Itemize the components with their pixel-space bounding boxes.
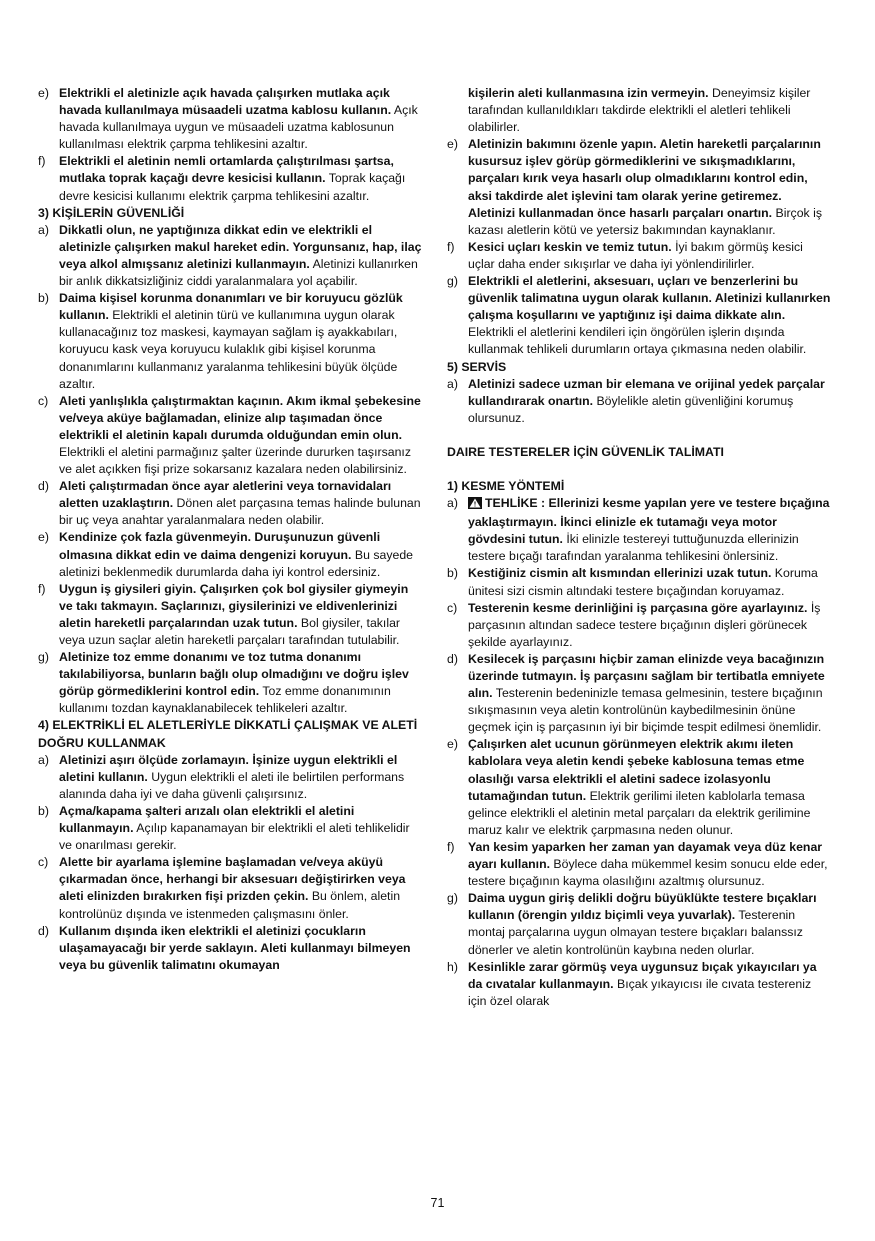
item-text: Elektrikli el aletini parmağınız şalter üzerinde dururken taşırsanız ve alet açıkken fişi prize sokarsanız kazalara neden olabilirsiniz. — [59, 444, 411, 477]
item-label: d) — [447, 651, 458, 666]
list-item — [38, 581, 422, 649]
item-label: c) — [38, 855, 49, 870]
item-bold-text: Aleti çalıştırmadan önce ayar aletlerini veya tornavidaları aletten uzaklaştırın. — [59, 479, 392, 511]
section-heading: 4) ELEKTRİKLİ EL ALETLERİYLE DİKKATLİ ÇALIŞMAK VE ALETİ DOĞRU KULLANMAK — [38, 718, 418, 750]
item-label: h) — [447, 959, 458, 974]
item-text: Testerenin montaj parçalarına uygun olmayan testere bıçakları balanssız dönerler ve aletin kontrolünün kaybına neden olurlar. — [468, 908, 803, 957]
item-label: a) — [38, 222, 49, 237]
item-label: f) — [447, 839, 455, 854]
list-item — [38, 478, 422, 529]
list-item — [38, 393, 422, 478]
item-label: c) — [38, 393, 49, 408]
list-item — [38, 752, 422, 803]
item-text: Testerenin bedeninizle temasa gelmesinin, testere bıçağının sıkışmasının veya aletin kontrolünün kaybedilmesinin önüne geçmek için iş parçasının iyi bir biçimde tespit edilmesi önemlidir. — [468, 686, 823, 735]
item-bold-text: TEHLİKE : Ellerinizi kesme yapılan yere ve testere bıçağına yaklaştırmayın. İkinci elinizle ek tutamağı veya motor gövdesini tutun. — [468, 496, 830, 547]
list-item — [38, 854, 422, 922]
item-label: b) — [38, 291, 49, 306]
list-item — [447, 890, 831, 958]
item-text: Koruma ünitesi sizi cismin altındaki testere bıçağından koruyamaz. — [468, 566, 818, 598]
list-item — [447, 136, 831, 239]
item-label: f) — [447, 239, 455, 254]
item-label: d) — [38, 923, 49, 938]
item-bold-text: kişilerin aleti kullanmasına izin vermeyin. — [468, 86, 709, 100]
list-item — [447, 651, 831, 736]
left-column — [38, 85, 422, 974]
item-text: Bu önlem, aletin kontrolünüz dışında ve istenmeden çalışmasını önler. — [59, 889, 401, 921]
list-item — [38, 222, 422, 290]
item-label: a) — [447, 376, 458, 391]
item-text: Bu sayede aletinizi beklenmedik durumlarda daha iyi kontrol edersiniz. — [59, 547, 414, 579]
list-item — [38, 923, 422, 974]
item-bold-text: Aletinizi aşırı ölçüde zorlamayın. İşinize uygun elektrikli el aletini kullanın. — [59, 752, 398, 784]
item-bold-text: Kendinize çok fazla güvenmeyin. Duruşunuzun güvenli olmasına dikkat edin ve daima dengenizi koruyun. — [59, 530, 381, 562]
item-bold-text: Dikkatli olun, ne yaptığınıza dikkat edin ve elektrikli el aletinizle çalışırken makul hareket edin. Yorgunsanız, hap, ilaç veya alkol almışsanız aletinizi kullanmayın. — [59, 222, 422, 271]
item-text: İki elinizle testereyi tuttuğunuzda ellerinizin testere bıçağı tarafından yaralanma tehlikesini önlersiniz. — [468, 532, 799, 564]
item-text: Açık havada kullanılmaya uygun ve müsaadeli uzatma kablosunun kullanılması elektrik çarpma tehlikesini azaltır. — [59, 103, 418, 152]
item-text: Toprak kaçağı devre kesicisi kullanımı elektrik çarpma tehlikesini azaltır. — [59, 171, 406, 203]
item-bold-text: Kesilecek iş parçasını hiçbir zaman elinizde veya bacağınızın üzerinde tutmayın. İş parçasını sağlam bir tertibatla emniyete alın. — [468, 651, 825, 701]
item-bold-text: Elektrikli el aletinizle açık havada çalışırken mutlaka açık havada kullanılmaya müsaadeli uzatma kablosu kullanın. — [59, 86, 392, 118]
spacer — [447, 461, 831, 478]
item-label: e) — [38, 530, 49, 545]
list-item — [447, 495, 831, 565]
item-label: a) — [38, 752, 49, 767]
list-item — [38, 290, 422, 393]
item-text: Toz emme donanımının kullanımı tozdan kaynaklanabilecek tehlikeleri azaltır. — [59, 684, 391, 716]
spacer — [447, 427, 831, 444]
section-heading: 3) KİŞİLERİN GÜVENLİĞİ — [38, 205, 185, 220]
list-item — [38, 153, 422, 204]
page-number: 71 — [430, 1196, 445, 1210]
item-label: e) — [38, 86, 49, 100]
item-bold-text: Alette bir ayarlama işlemine başlamadan ve/veya aküyü çıkarmadan önce, herhangi bir aksesuarı değiştirirken veya aleti elinizden bırakırken fişi prizden çekin. — [59, 855, 406, 904]
section-heading: 5) SERVİS — [447, 359, 507, 374]
list-item — [38, 649, 422, 717]
item-text: Elektrikli el aletinin türü ve kullanımına uygun olarak kullanacağınız toz maskesi, kaymayan sağlam iş ayakkabıları, koruyucu kask veya koruyucu kulaklık gibi kişisel korunma donanımlarını kullanmanız yaralanma tehlikesini büyük ölçüde azaltır. — [59, 308, 398, 391]
item-text: Böylece daha mükemmel kesim sonucu elde eder, testere bıçağının kayma olasılığını azaltmış olursunuz. — [468, 857, 828, 889]
item-bold-text: Uygun iş giysileri giyin. Çalışırken çok bol giysiler giymeyin ve takı takmayın. Saçlarınızı, giysilerinizi ve eldivenlerinizi aletin hareketli parçalarından uzak tutun. — [59, 581, 409, 630]
item-bold-text: Kestiğiniz cismin alt kısmından ellerinizi uzak tutun. — [468, 566, 772, 581]
item-label: d) — [38, 479, 49, 494]
item-label: f) — [38, 154, 46, 169]
item-label: a) — [447, 496, 458, 511]
item-label: b) — [447, 566, 458, 581]
item-label: g) — [447, 274, 458, 289]
item-text: Dönen alet parçasına temas halinde bulunan bir uç veya anahtar yaralanmalara neden olabilir. — [59, 496, 421, 528]
item-label: g) — [38, 650, 49, 665]
list-item — [447, 376, 831, 427]
item-text: Uygun elektrikli el aleti ile belirtilen performans alanında daha iyi ve daha güvenli çalışırsınız. — [59, 769, 405, 801]
item-text: Elektrik gerilimi ileten kablolarla temasa gelince elektrikli el aletinin metal parçaları da elektrik gerilimine maruz kalır ve elektrik çarpmasına neden olunur. — [468, 788, 811, 837]
list-item — [38, 529, 422, 580]
item-bold-text: Elektrikli el aletlerini, aksesuarı, uçları ve benzerlerini bu güvenlik talimatına uygun olarak kullanın. Aletinizi kullanırken çalışma koşullarını ve yaptığınız işi daima dikkate alın. — [468, 274, 831, 323]
item-text: Açılıp kapanamayan bir elektrikli el aleti tehlikelidir ve onarılması gerekir. — [59, 821, 410, 853]
item-text: Bıçak yıkayıcısı ile cıvata testereniz için özel olarak — [468, 976, 812, 1008]
page-title: DAIRE TESTERELER İÇİN GÜVENLİK TALİMATI — [447, 444, 724, 459]
item-text: Deneyimsiz kişiler tarafından kullanıldıkları takdirde elektrikli el aletleri tehlikeli olabilirler. — [468, 86, 811, 135]
item-text: Bol giysiler, takılar veya uzun saçlar aletin hareketli parçaları tarafından tutulabilir. — [59, 615, 401, 647]
item-bold-text: Testerenin kesme derinliğini iş parçasına göre ayarlayınız. — [468, 600, 808, 615]
item-text: İş parçasının altından sadece testere bıçağının dişleri görünecek şekilde ayarlayınız. — [468, 600, 821, 649]
item-text: Böylelikle aletin güvenliğini korumuş olursunuz. — [468, 393, 794, 425]
item-bold-text: Daima kişisel korunma donanımları ve bir koruyucu gözlük kullanın. — [59, 291, 403, 323]
item-bold-text: Daima uygun giriş delikli doğru büyüklükte testere bıçakları kullanın (örengin yıldız biçimli veya yuvarlak). — [468, 891, 817, 923]
list-item — [447, 565, 831, 599]
item-bold-text: Kesici uçları keskin ve temiz tutun. — [468, 239, 672, 254]
item-bold-text: Kesinlikle zarar görmüş veya uygunsuz bıçak yıkayıcıları ya da cıvatalar kullanmayın. — [468, 959, 817, 991]
item-bold-text: Açma/kapama şalteri arızalı olan elektrikli el aletini kullanmayın. — [59, 803, 355, 836]
item-label: b) — [38, 803, 49, 818]
item-bold-text: Aletinizin bakımını özenle yapın. Aletin hareketli parçalarının kusursuz işlev görüp görmediklerini ve sıkışmadıklarını, parçaları kırık veya hasarlı olup olmadıklarını kontrol edin, aksi takdirde alet işlevini tam olarak yerine getiremez. Aletinizi kullanmadan önce hasarlı parçaları onartın. — [468, 137, 821, 220]
list-item — [38, 85, 422, 153]
item-bold-text: Aleti yanlışlıkla çalıştırmaktan kaçının. Akım ikmal şebekesine ve/veya aküye bağlamadan, elinize alıp taşımadan önce elektrikli el aletinin kapalı durumda olduğundan emin olun. — [59, 393, 421, 442]
item-text: Birçok iş kazası aletlerin kötü ve yetersiz bakımından kaynaklanır. — [468, 205, 822, 237]
list-item — [447, 85, 831, 136]
item-bold-text: Kullanım dışında iken elektrikli el aletinizi çocukların ulaşamayacağı bir yerde saklayın. Aleti kullanmayı bilmeyen veya bu güvenlik talimatını okumayan — [59, 923, 411, 972]
item-label: c) — [447, 600, 458, 615]
item-text: İyi bakım görmüş kesici uçlar daha ender sıkışırlar ve daha iyi yönlendirilirler. — [468, 239, 803, 271]
item-bold-text: Elektrikli el aletinin nemli ortamlarda çalıştırılması şartsa, mutlaka toprak kaçağı devre kesicisi kullanın. — [59, 154, 394, 186]
right-column — [447, 85, 831, 1010]
item-bold-text: Yan kesim yaparken her zaman yan dayamak veya düz kenar ayarı kullanın. — [468, 839, 823, 872]
item-text: Elektrikli el aletlerini kendileri için öngörülen işlerin dışında kullanmak tehlikeli durumların ortaya çıkmasına neden olabilir. — [468, 325, 807, 357]
item-bold-text: Çalışırken alet ucunun görünmeyen elektrik akımı ileten kablolara veya aletin kendi şebeke kablosuna temas etme olasılığı varsa elektrikli el aletini sadece izolasyonlu tutamağından tutun. — [468, 737, 805, 803]
item-label: e) — [447, 737, 458, 752]
list-item — [447, 239, 831, 273]
item-bold-text: Aletinize toz emme donanımı ve toz tutma donanımı takılabiliyorsa, bunların bağlı olup olmadığını ve doğru işlev görüp görmediklerini kontrol edin. — [59, 650, 409, 699]
list-item — [447, 959, 831, 1010]
list-item — [447, 600, 831, 651]
item-label: e) — [447, 137, 458, 152]
item-label: g) — [447, 891, 458, 906]
item-bold-text: Aletinizi sadece uzman bir elemana ve orijinal yedek parçalar kullandırarak onartın. — [468, 376, 825, 408]
section-heading: 1) KESME YÖNTEMİ — [447, 478, 565, 493]
item-label: f) — [38, 581, 46, 596]
list-item — [447, 839, 831, 890]
list-item — [447, 736, 831, 839]
item-text: Aletinizi kullanırken bir anlık dikkatsizliğiniz ciddi yaralanmalara yol açabilir. — [59, 256, 418, 289]
warning-icon — [468, 497, 482, 514]
list-item — [38, 803, 422, 854]
list-item — [447, 273, 831, 358]
